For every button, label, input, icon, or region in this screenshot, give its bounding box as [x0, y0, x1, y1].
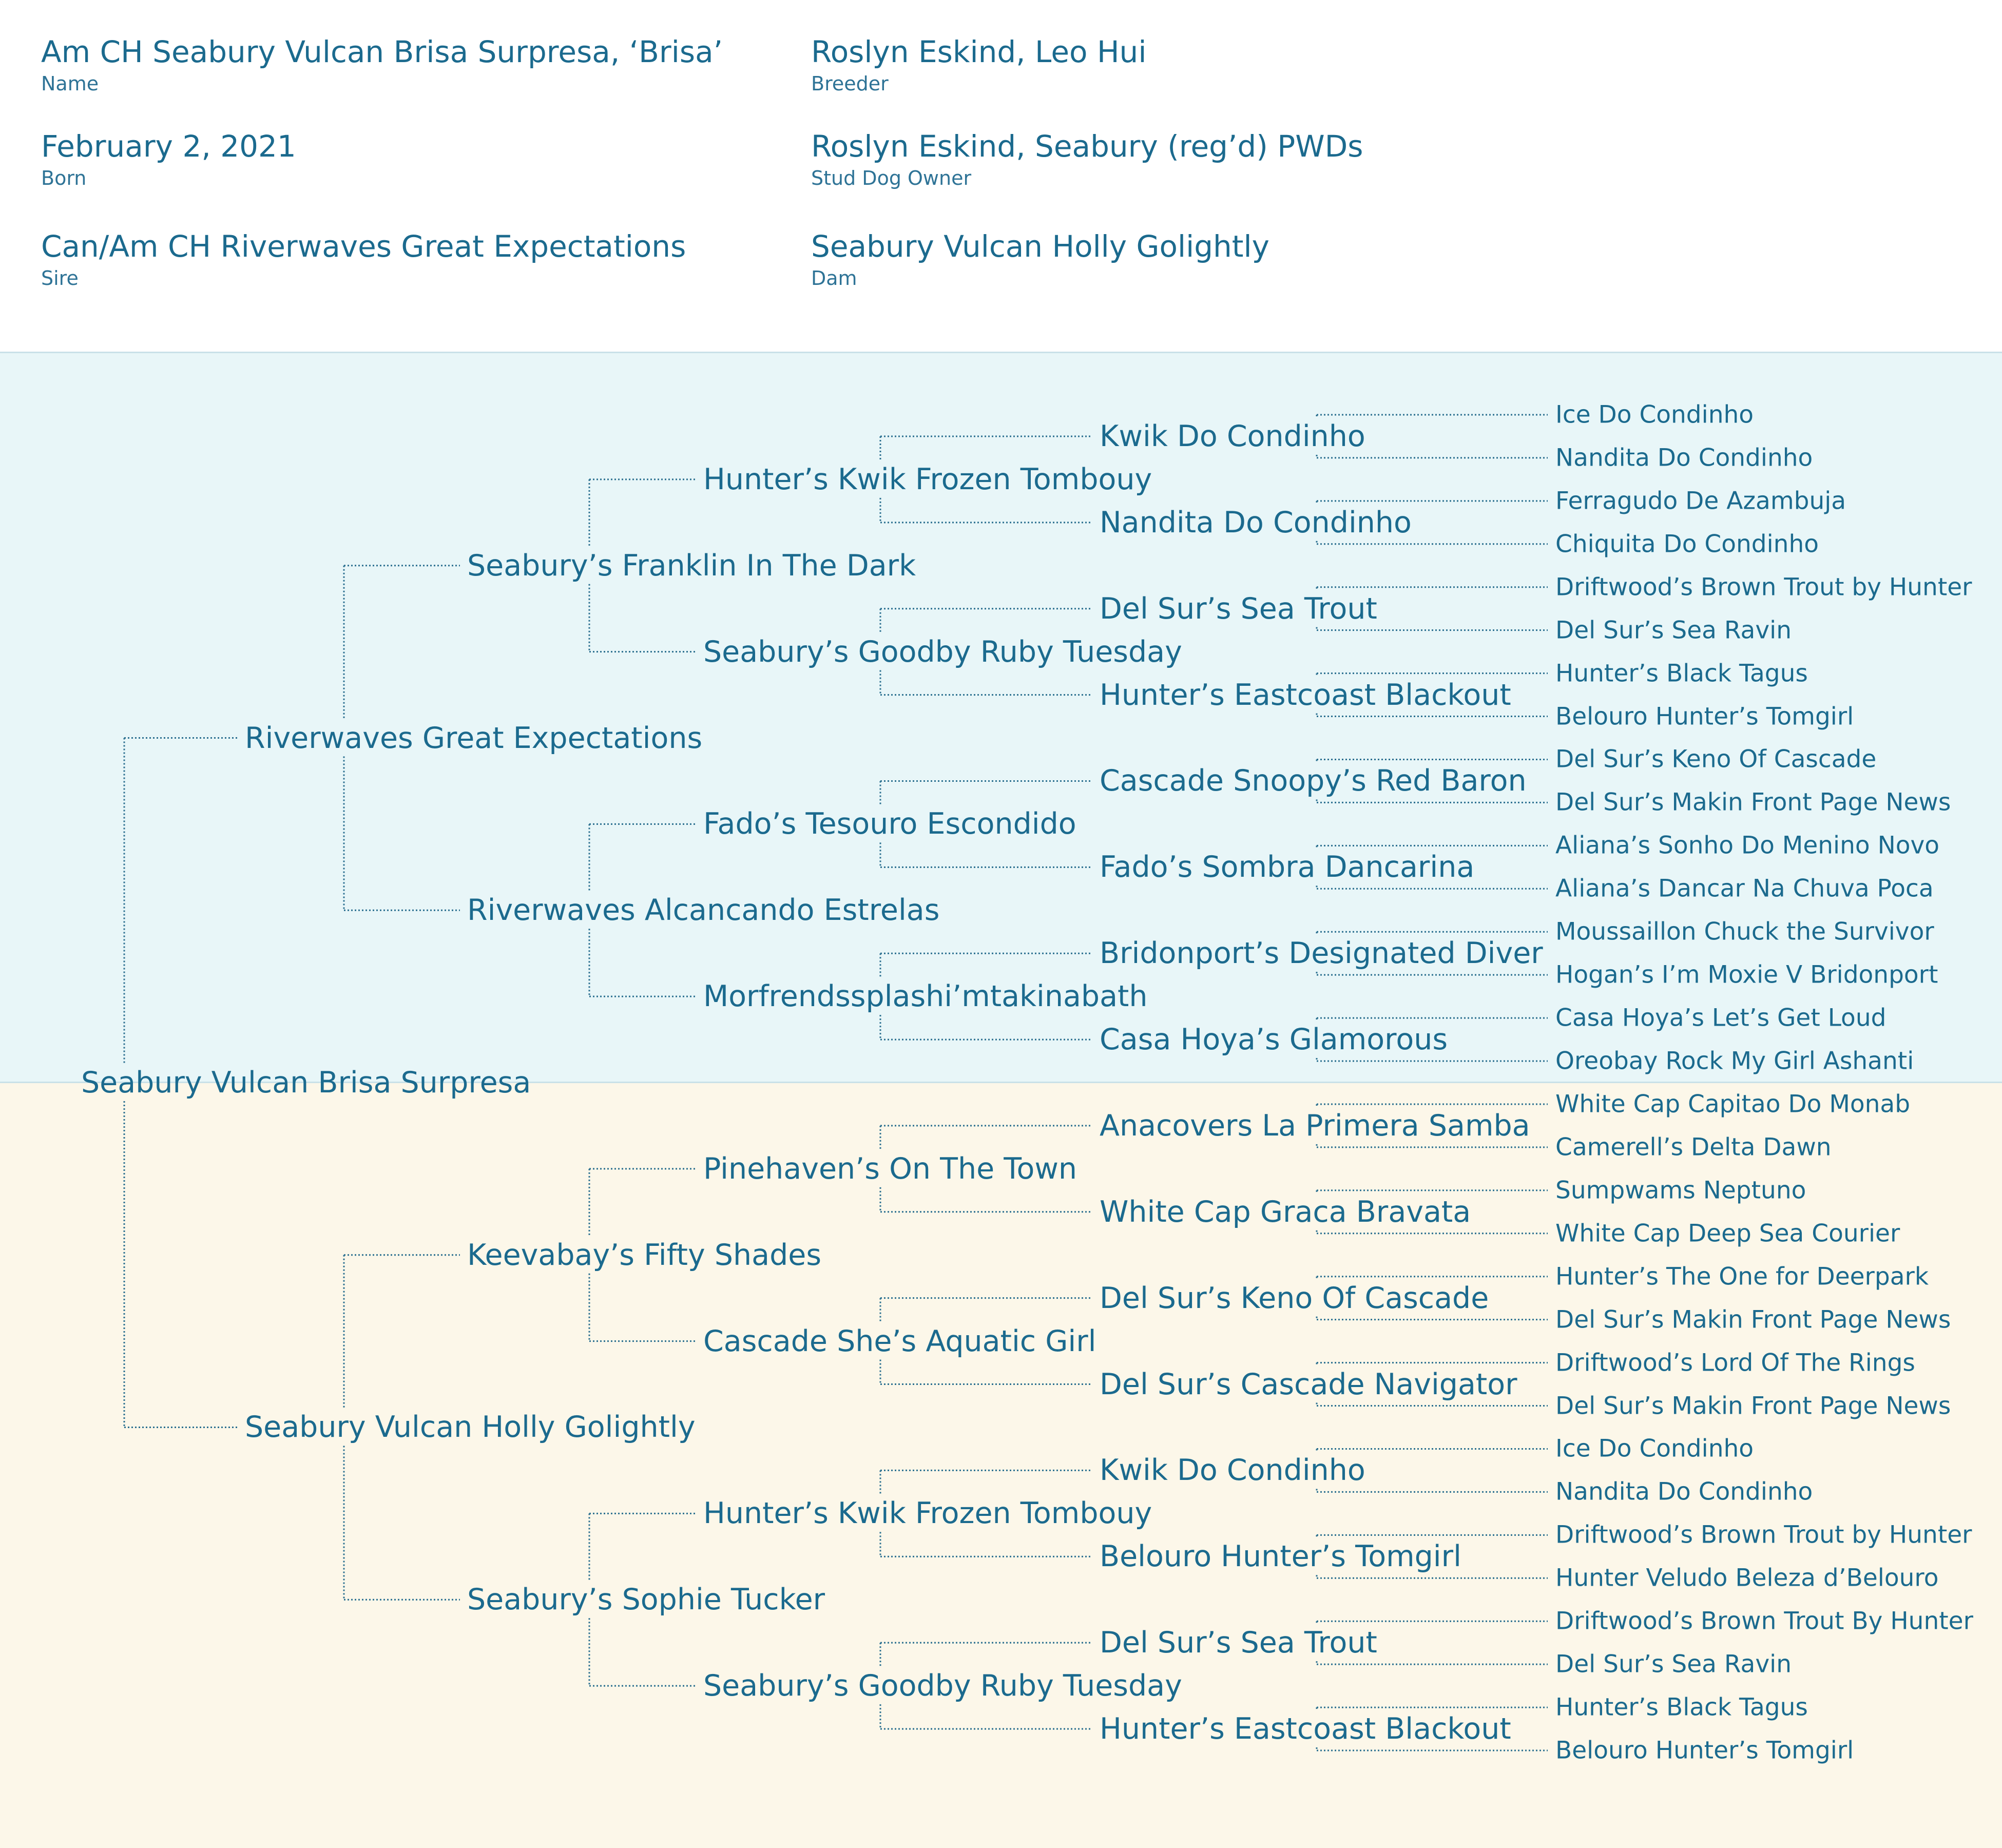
ancestor-gen5-name: Hogan’s I’m Moxie V Bridonport — [1555, 960, 1938, 989]
dam-label: Dam — [811, 267, 857, 290]
ancestor-gen5-name: Belouro Hunter’s Tomgirl — [1555, 702, 1854, 731]
ancestor-gen5-name: Hunter’s The One for Deerpark — [1555, 1262, 1929, 1291]
ancestor-gen5-name: Nandita Do Condinho — [1555, 1477, 1813, 1506]
ancestor-gen5-name: Chiquita Do Condinho — [1555, 530, 1819, 559]
ancestor-gen3-name: Seabury’s Goodby Ruby Tuesday — [703, 1669, 1182, 1703]
ancestor-gen5-name: Driftwood’s Lord Of The Rings — [1555, 1349, 1915, 1377]
ancestor-gen4-name: Casa Hoya’s Glamorous — [1100, 1023, 1448, 1057]
ancestor-gen5-name: Driftwood’s Brown Trout by Hunter — [1555, 1520, 1972, 1549]
ancestor-gen4-name: Del Sur’s Keno Of Cascade — [1100, 1281, 1489, 1315]
ancestor-gen5-name: White Cap Capitao Do Monab — [1555, 1090, 1911, 1119]
ancestor-gen5-name: Driftwood’s Brown Trout By Hunter — [1555, 1607, 1973, 1635]
ancestor-gen5-name: Camerell’s Delta Dawn — [1555, 1133, 1832, 1162]
ancestor-gen5-name: Driftwood’s Brown Trout by Hunter — [1555, 573, 1972, 602]
ancestor-gen5-name: Hunter’s Black Tagus — [1555, 659, 1808, 688]
ancestor-gen4-name: Fado’s Sombra Dancarina — [1100, 850, 1475, 884]
ancestor-gen5-name: White Cap Deep Sea Courier — [1555, 1219, 1900, 1248]
ancestor-gen2-name: Riverwaves Alcancando Estrelas — [467, 893, 940, 928]
born-value: February 2, 2021 — [41, 129, 296, 164]
ancestor-gen5-name: Ice Do Condinho — [1555, 1434, 1754, 1463]
ancestor-gen5-name: Aliana’s Sonho Do Menino Novo — [1555, 831, 1940, 860]
ancestor-gen3-name: Seabury’s Goodby Ruby Tuesday — [703, 634, 1182, 669]
ancestor-gen4-name: Del Sur’s Sea Trout — [1100, 591, 1377, 626]
stud-owner-value: Roslyn Eskind, Seabury (reg’d) PWDs — [811, 129, 1363, 164]
ancestor-gen4-name: Bridonport’s Designated Diver — [1100, 936, 1543, 971]
ancestor-gen4-name: Hunter’s Eastcoast Blackout — [1100, 678, 1511, 712]
ancestor-gen4-name: Belouro Hunter’s Tomgirl — [1100, 1539, 1461, 1574]
sire-label: Sire — [41, 267, 79, 290]
ancestor-gen3-name: Morfrendssplashi’mtakinabath — [703, 979, 1148, 1014]
ancestor-gen4-name: Kwik Do Condinho — [1100, 1453, 1365, 1488]
ancestor-gen5-name: Hunter Veludo Beleza d’Belouro — [1555, 1564, 1939, 1592]
ancestor-gen5-name: Del Sur’s Makin Front Page News — [1555, 1305, 1951, 1334]
ancestor-gen3-name: Pinehaven’s On The Town — [703, 1151, 1077, 1186]
ancestor-gen3-name: Fado’s Tesouro Escondido — [703, 807, 1076, 841]
dam-value: Seabury Vulcan Holly Golightly — [811, 229, 1269, 264]
ancestor-gen5-name: Belouro Hunter’s Tomgirl — [1555, 1736, 1854, 1765]
ancestor-gen5-name: Del Sur’s Sea Ravin — [1555, 616, 1792, 645]
ancestor-gen5-name: Ferragudo De Azambuja — [1555, 487, 1846, 515]
ancestor-gen5-name: Del Sur’s Sea Ravin — [1555, 1650, 1792, 1679]
ancestor-gen4-name: Del Sur’s Cascade Navigator — [1100, 1367, 1517, 1401]
ancestor-gen3-name: Cascade She’s Aquatic Girl — [703, 1324, 1096, 1358]
ancestor-gen5-name: Ice Do Condinho — [1555, 400, 1754, 429]
ancestor-gen5-name: Oreobay Rock My Girl Ashanti — [1555, 1047, 1914, 1075]
ancestor-gen5-name: Nandita Do Condinho — [1555, 444, 1813, 472]
ancestor-gen5-name: Moussaillon Chuck the Survivor — [1555, 917, 1934, 946]
ancestor-gen2-name: Keevabay’s Fifty Shades — [467, 1238, 822, 1272]
ancestor-gen4-name: Nandita Do Condinho — [1100, 505, 1412, 540]
ancestor-gen1-name: Riverwaves Great Expectations — [245, 721, 703, 755]
ancestor-gen4-name: Kwik Do Condinho — [1100, 419, 1365, 453]
ancestor-gen5-name: Del Sur’s Makin Front Page News — [1555, 788, 1951, 817]
born-label: Born — [41, 167, 87, 189]
stud-owner-label: Stud Dog Owner — [811, 167, 972, 189]
ancestor-gen4-name: Del Sur’s Sea Trout — [1100, 1626, 1377, 1660]
ancestor-gen5-name: Sumpwams Neptuno — [1555, 1176, 1806, 1205]
ancestor-gen5-name: Hunter’s Black Tagus — [1555, 1693, 1808, 1722]
breeder-label: Breeder — [811, 72, 889, 95]
dog-name-label: Name — [41, 72, 99, 95]
ancestor-gen3-name: Hunter’s Kwik Frozen Tombouy — [703, 462, 1152, 496]
ancestor-gen4-name: Cascade Snoopy’s Red Baron — [1100, 764, 1527, 798]
ancestor-gen5-name: Del Sur’s Makin Front Page News — [1555, 1392, 1951, 1420]
ancestor-gen5-name: Aliana’s Dancar Na Chuva Poca — [1555, 874, 1934, 903]
ancestor-gen4-name: Anacovers La Primera Samba — [1100, 1108, 1530, 1143]
dog-name-value: Am CH Seabury Vulcan Brisa Surpresa, ‘Brisa’ — [41, 34, 723, 69]
ancestor-gen5-name: Casa Hoya’s Let’s Get Loud — [1555, 1004, 1886, 1032]
ancestor-gen5-name: Del Sur’s Keno Of Cascade — [1555, 745, 1877, 774]
ancestor-gen4-name: Hunter’s Eastcoast Blackout — [1100, 1712, 1511, 1746]
sire-value: Can/Am CH Riverwaves Great Expectations — [41, 229, 686, 264]
ancestor-gen4-name: White Cap Graca Bravata — [1100, 1195, 1471, 1229]
ancestor-gen3-name: Hunter’s Kwik Frozen Tombouy — [703, 1496, 1152, 1531]
breeder-value: Roslyn Eskind, Leo Hui — [811, 34, 1147, 69]
subject-dog-name: Seabury Vulcan Brisa Surpresa — [81, 1066, 531, 1100]
ancestor-gen1-name: Seabury Vulcan Holly Golightly — [245, 1410, 696, 1445]
ancestor-gen2-name: Seabury’s Franklin In The Dark — [467, 548, 916, 583]
ancestor-gen2-name: Seabury’s Sophie Tucker — [467, 1583, 825, 1617]
